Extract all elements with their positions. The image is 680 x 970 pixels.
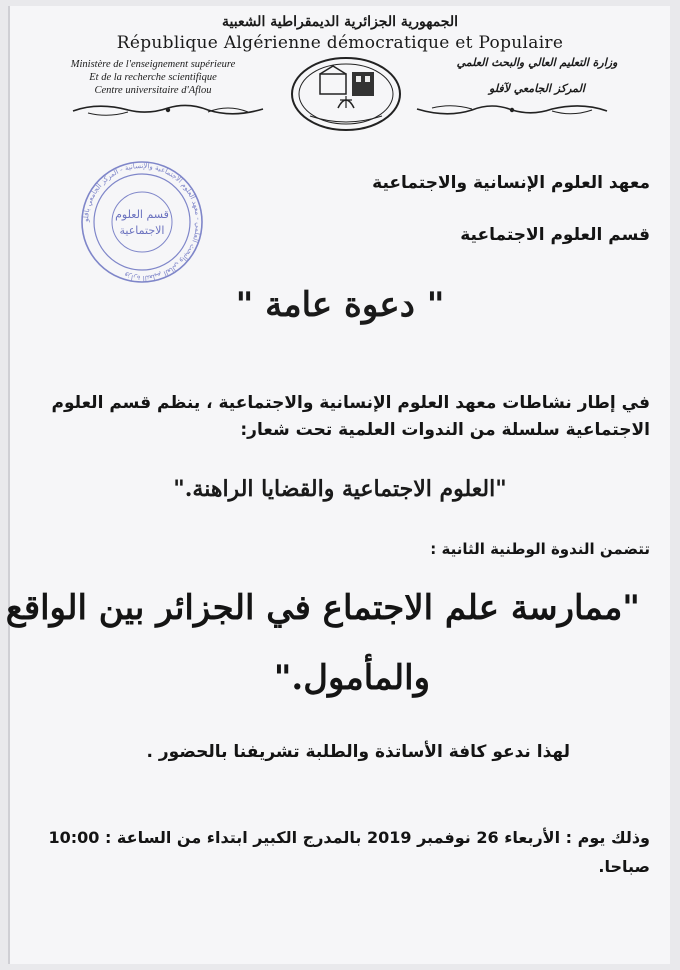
republic-arabic: الجمهورية الجزائرية الديمقراطية الشعبية bbox=[221, 14, 458, 30]
ministry-french-line2: Et de la recherche scientifique bbox=[89, 72, 217, 83]
centre-french: Centre universitaire d'Aflou bbox=[94, 85, 212, 96]
stamp-ring-text: وزارة التعليم العالي والبحث العلمي - معهد العلوم الاجتماعية والإنسانية - المركز الجامعي بآفلو bbox=[81, 161, 203, 283]
republic-french: République Algérienne démocratique et Populaire bbox=[116, 33, 564, 53]
date-line2: صباحا. bbox=[598, 857, 650, 876]
institute-name: معهد العلوم الإنسانية والاجتماعية bbox=[372, 173, 650, 193]
page-title: " دعوة عامة " bbox=[235, 285, 445, 325]
stamp-center-line1: قسم العلوم bbox=[115, 208, 169, 221]
intro-line2: الاجتماعية سلسلة من الندوات العلمية تحت شعار: bbox=[240, 420, 650, 440]
date-line1: وذلك يوم : الأربعاء 26 نوفمبر 2019 بالمدرج الكبير ابتداء من الساعة : 10:00 bbox=[48, 828, 650, 847]
right-ornament-icon bbox=[412, 100, 612, 122]
seminar-intro: تتضمن الندوة الوطنية الثانية : bbox=[430, 540, 650, 558]
slogan: "العلوم الاجتماعية والقضايا الراهنة." bbox=[173, 476, 507, 502]
stamp-center-line2: الاجتماعية bbox=[119, 224, 165, 237]
intro-line1: في إطار نشاطات معهد العلوم الإنسانية والاجتماعية ، ينظم قسم العلوم bbox=[51, 393, 650, 413]
seminar-title-line2: والمأمول." bbox=[273, 658, 430, 698]
left-ornament-icon bbox=[68, 100, 268, 122]
ministry-arabic: وزارة التعليم العالي والبحث العلمي bbox=[456, 56, 618, 69]
ministry-french-line1: Ministère de l'enseignement supérieure bbox=[70, 59, 236, 70]
centre-arabic: المركز الجامعي لآفلو bbox=[489, 82, 585, 95]
invitation-text: لهذا ندعو كافة الأساتذة والطلبة تشريفنا بالحضور . bbox=[146, 742, 570, 762]
seminar-title-line1: "ممارسة علم الاجتماع في الجزائر بين الواقع bbox=[5, 588, 640, 628]
department-name: قسم العلوم الاجتماعية bbox=[460, 225, 650, 245]
university-logo-icon bbox=[290, 56, 402, 132]
department-stamp-icon bbox=[72, 160, 212, 285]
